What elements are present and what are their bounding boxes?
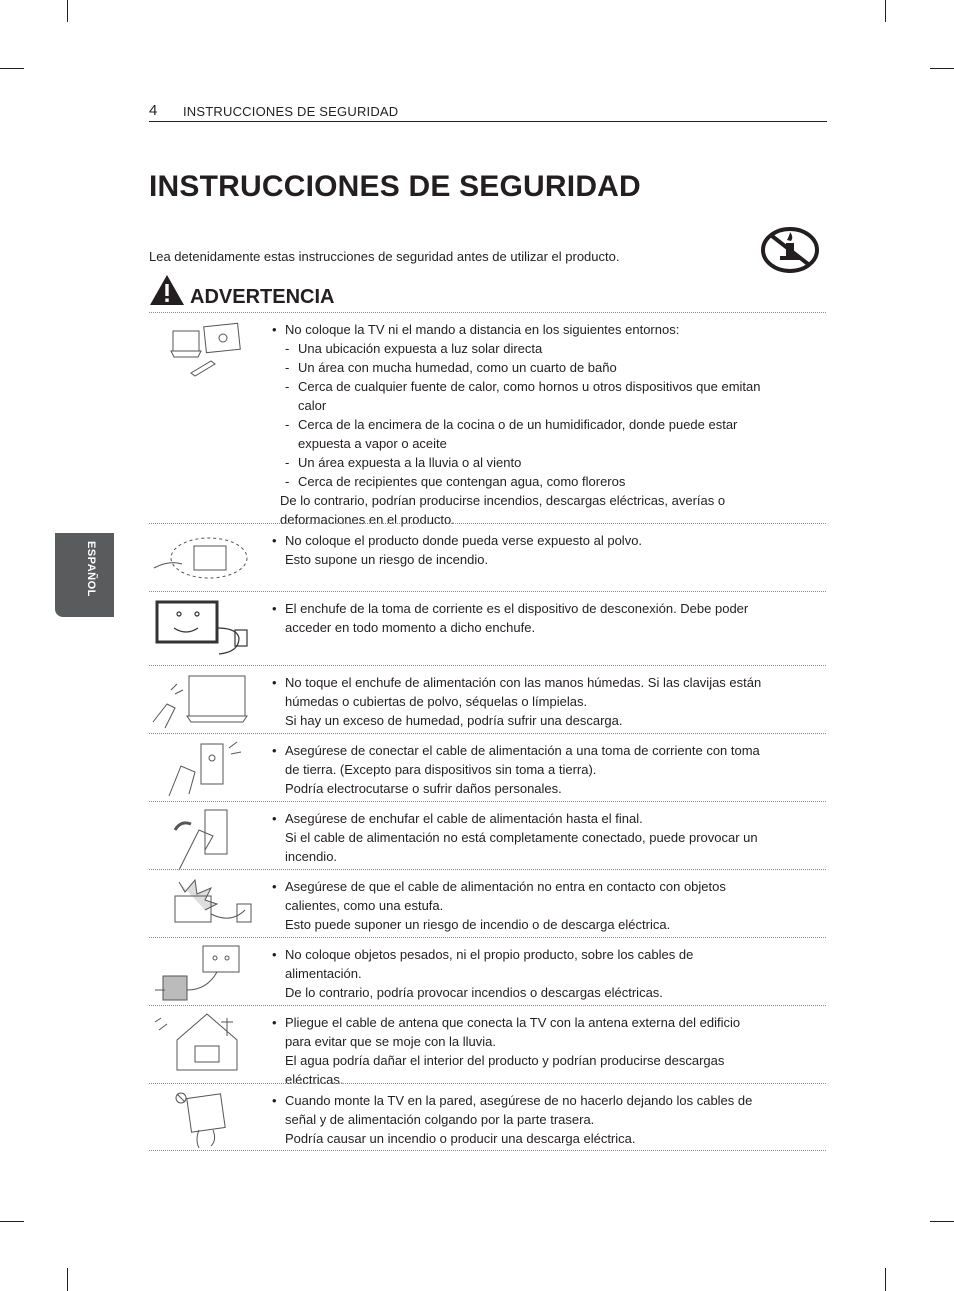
grounded-outlet-illustration <box>149 738 261 798</box>
bullet-text-cont: Si el cable de alimentación no está completamente conectado, puede provocar un <box>285 830 758 845</box>
warning-item <box>149 665 826 733</box>
page-title: INSTRUCCIONES DE SEGURIDAD <box>149 170 641 203</box>
bullet-text: • Asegúrese de que el cable de alimentación no entra en contacto con objetos <box>270 877 826 896</box>
bullet-text-cont: eléctricas. <box>285 1072 344 1087</box>
bullet-text-cont: Esto supone un riesgo de incendio. <box>285 552 489 567</box>
bullet-text: • No toque el enchufe de alimentación con las manos húmedas. Si las clavijas están <box>270 673 826 692</box>
sub-item: - Cerca de la encimera de la cocina o de un humidificador, donde puede estar <box>270 415 826 434</box>
crop-mark <box>0 1221 24 1222</box>
header-rule <box>149 121 827 122</box>
tv-plug-illustration <box>149 598 261 658</box>
bullet-text-cont: de tierra. (Excepto para dispositivos sin toma a tierra). <box>285 762 597 777</box>
bullet-text-cont: Si hay un exceso de humedad, podría sufrir una descarga. <box>285 713 623 728</box>
sub-item-cont: calor <box>298 398 327 413</box>
sub-item-cont: expuesta a vapor o aceite <box>298 436 447 451</box>
warning-item <box>149 523 826 591</box>
page-number: 4 <box>149 102 158 119</box>
running-header: INSTRUCCIONES DE SEGURIDAD <box>183 104 399 119</box>
bullet-text: • Asegúrese de enchufar el cable de alimentación hasta el final. <box>270 809 826 828</box>
warning-item <box>149 733 826 801</box>
warning-item <box>149 1005 826 1087</box>
warning-item <box>149 937 826 1005</box>
crop-mark <box>67 1268 68 1291</box>
bullet-text-cont: acceder en todo momento a dicho enchufe. <box>285 620 536 635</box>
warning-label: ADVERTENCIA <box>190 286 335 308</box>
consequence-text: De lo contrario, podrían producirse incendios, descargas eléctricas, averías o <box>280 493 726 508</box>
bullet-text-cont: De lo contrario, podría provocar incendios o descargas eléctricas. <box>285 985 663 1000</box>
bullet-text: • Asegúrese de conectar el cable de alimentación a una toma de corriente con toma <box>270 741 826 760</box>
cable-stove-illustration <box>149 874 261 934</box>
sub-item: - Un área expuesta a la lluvia o al viento <box>270 453 826 472</box>
wall-mount-cables-illustration <box>149 1088 261 1148</box>
heavy-object-cable-illustration <box>149 942 261 1002</box>
warning-item <box>149 801 826 869</box>
tv-sunlight-illustration <box>149 317 261 377</box>
consequence-text: deformaciones en el producto. <box>280 512 455 527</box>
crop-mark <box>67 0 68 22</box>
bullet-text-cont: incendio. <box>285 849 338 864</box>
bullet-text-cont: para evitar que se moje con la lluvia. <box>285 1034 497 1049</box>
no-flame-icon <box>760 226 820 279</box>
crop-mark <box>885 1268 886 1291</box>
warning-item <box>149 869 826 937</box>
antenna-cable-house-illustration <box>149 1012 261 1072</box>
bullet-text-cont: calientes, como una estufa. <box>285 898 444 913</box>
warning-item <box>149 1083 826 1151</box>
wet-hands-plug-illustration <box>149 670 261 730</box>
crop-mark <box>930 1221 954 1222</box>
sub-item: - Cerca de recipientes que contengan agua, como floreros <box>270 472 826 491</box>
bullet-text-cont: señal y de alimentación colgando por la parte trasera. <box>285 1112 595 1127</box>
bullet-text-cont: Esto puede suponer un riesgo de incendio o de descarga eléctrica. <box>285 917 671 932</box>
bullet-text: • No coloque el producto donde pueda verse expuesto al polvo. <box>270 531 826 550</box>
bullet-text: • Pliegue el cable de antena que conecta la TV con la antena externa del edificio <box>270 1013 826 1032</box>
bullet-text: • El enchufe de la toma de corriente es el dispositivo de desconexión. Debe poder <box>270 599 826 618</box>
sub-item: - Una ubicación expuesta a luz solar directa <box>270 339 826 358</box>
bullet-text: • No coloque objetos pesados, ni el propio producto, sobre los cables de <box>270 945 826 964</box>
bullet-text-cont: Podría electrocutarse o sufrir daños personales. <box>285 781 562 796</box>
language-tab-label: ESPAÑOL <box>85 541 97 597</box>
bullet-text-cont: El agua podría dañar el interior del producto y podrían producirse descargas <box>285 1053 725 1068</box>
intro-text: Lea detenidamente estas instrucciones de seguridad antes de utilizar el producto. <box>149 249 620 264</box>
bullet-text-cont: húmedas o cubiertas de polvo, séquelas o límpielas. <box>285 694 588 709</box>
crop-mark <box>0 68 24 69</box>
bullet-text-cont: alimentación. <box>285 966 362 981</box>
warning-item <box>149 591 826 666</box>
crop-mark <box>930 68 954 69</box>
sub-item: - Cerca de cualquier fuente de calor, como hornos u otros dispositivos que emitan <box>270 377 826 396</box>
tv-dust-illustration <box>149 528 261 588</box>
bullet-text: • Cuando monte la TV en la pared, asegúrese de no hacerlo dejando los cables de <box>270 1091 826 1110</box>
warning-item <box>149 312 826 527</box>
language-tab <box>55 533 114 617</box>
bullet-text: • No coloque la TV ni el mando a distancia en los siguientes entornos: <box>270 320 826 339</box>
table-end-rule <box>149 1150 826 1151</box>
sub-item: - Un área con mucha humedad, como un cuarto de baño <box>270 358 826 377</box>
crop-mark <box>885 0 886 22</box>
bullet-text-cont: Podría causar un incendio o producir una descarga eléctrica. <box>285 1131 636 1146</box>
warning-triangle-icon <box>149 274 185 311</box>
plug-insert-illustration <box>149 806 261 866</box>
